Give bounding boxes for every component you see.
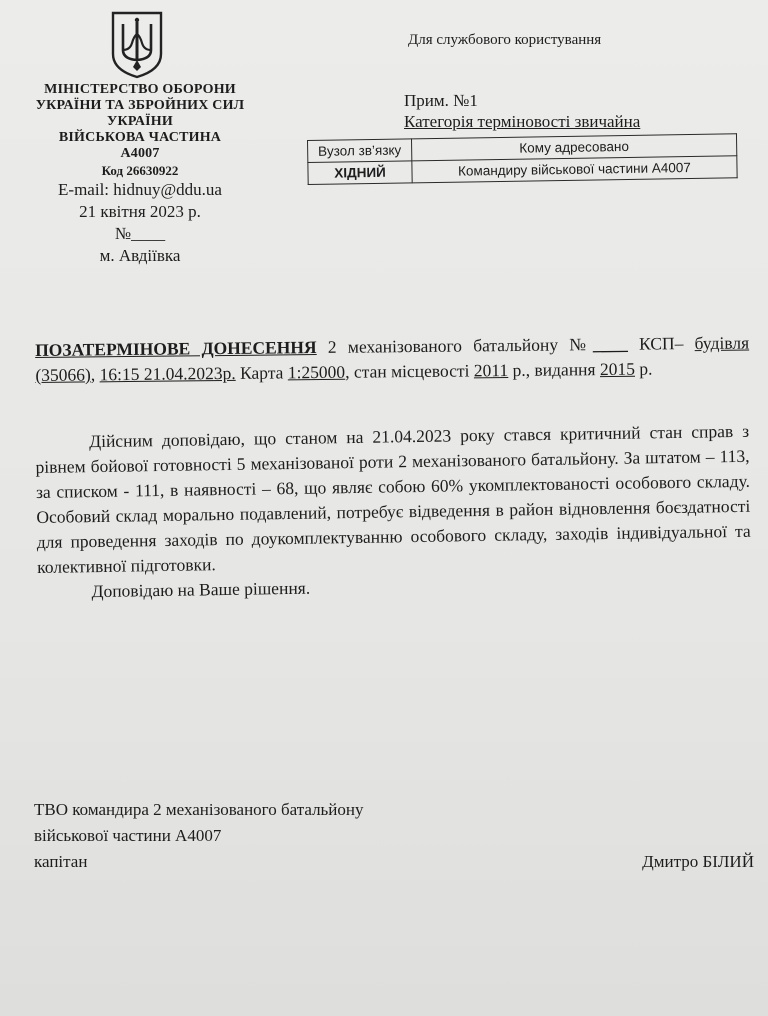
heading-text: , стан місцевості <box>345 360 474 382</box>
sender-block <box>20 82 260 267</box>
org-line: А4007 <box>120 146 160 161</box>
routing-table <box>307 133 738 185</box>
table-cell-node: ХІДНИЙ <box>308 161 412 185</box>
signer-position: ТВО командира 2 механізованого батальйону <box>34 800 364 819</box>
edition-year: 2015 <box>599 358 636 380</box>
heading-text: Карта <box>235 362 288 383</box>
trident-coat-of-arms-icon <box>110 10 164 80</box>
heading-text: р. <box>634 358 653 379</box>
urgency-category: Категорія терміновості звичайна <box>404 112 641 131</box>
table-cell-addressee: Командиру військової частини А4007 <box>412 156 737 183</box>
signer-name: Дмитро БІЛИЙ <box>642 852 754 871</box>
terrain-year: 2011 <box>473 360 509 381</box>
restriction-label: Для службового користування <box>408 32 602 48</box>
table-header-addressee: Кому адресовано <box>411 134 736 161</box>
document-date: 21 квітня 2023 р. <box>79 202 201 221</box>
map-scale: 1:25000 <box>287 361 346 383</box>
heading-text: р., видання <box>508 359 601 381</box>
report-title: ПОЗАТЕРМІНОВЕ ДОНЕСЕННЯ <box>35 337 317 360</box>
table-header-node: Вузол зв’язку <box>308 139 412 163</box>
org-code: Код 26630922 <box>101 163 179 178</box>
heading-text: КСП– <box>627 333 695 354</box>
org-line: УКРАЇНИ ТА ЗБРОЙНИХ СИЛ <box>35 98 245 113</box>
city: м. Авдіївка <box>99 246 181 265</box>
org-line: УКРАЇНИ <box>107 114 173 129</box>
copy-number: Прим. №1 <box>404 91 478 110</box>
heading-text: 2 механізованого батальйону № <box>316 334 593 358</box>
signer-unit: військової частини А4007 <box>34 826 222 845</box>
report-closing: Доповідаю на Ваше рішення. <box>91 577 311 602</box>
document-number: №____ <box>114 224 166 243</box>
report-time: 16:15 21.04.2023р. <box>99 362 236 385</box>
org-line: МІНІСТЕРСТВО ОБОРОНИ <box>44 82 236 97</box>
report-paragraph: Дійсним доповідаю, що станом на 21.04.2023 року стався критичний стан справ з рівнем бойової готовності 5 механізованої роти 2 механізованого батальйону. За штатом – 113, за списком - 111, в наявності – 68, що являє собою 60% укомплектованості особового складу. Особовий склад морально подавлений, потребує відведення в район відновлення боєздатності для проведення заходів по доукомплектуванню особового складу, заходів індивідуальної та колективної підготовки. <box>35 420 751 577</box>
report-body <box>35 419 752 605</box>
heading-blank: ____ <box>592 333 628 355</box>
email: E-mail: hidnuy@ddu.ua <box>58 180 222 199</box>
heading-text: , <box>90 364 100 385</box>
report-heading <box>35 331 749 388</box>
org-line: ВІЙСЬКОВА ЧАСТИНА <box>58 130 222 145</box>
signature-block <box>34 797 754 875</box>
command-post-location: будівля (35066) <box>35 332 750 385</box>
signer-rank: капітан <box>34 852 88 871</box>
